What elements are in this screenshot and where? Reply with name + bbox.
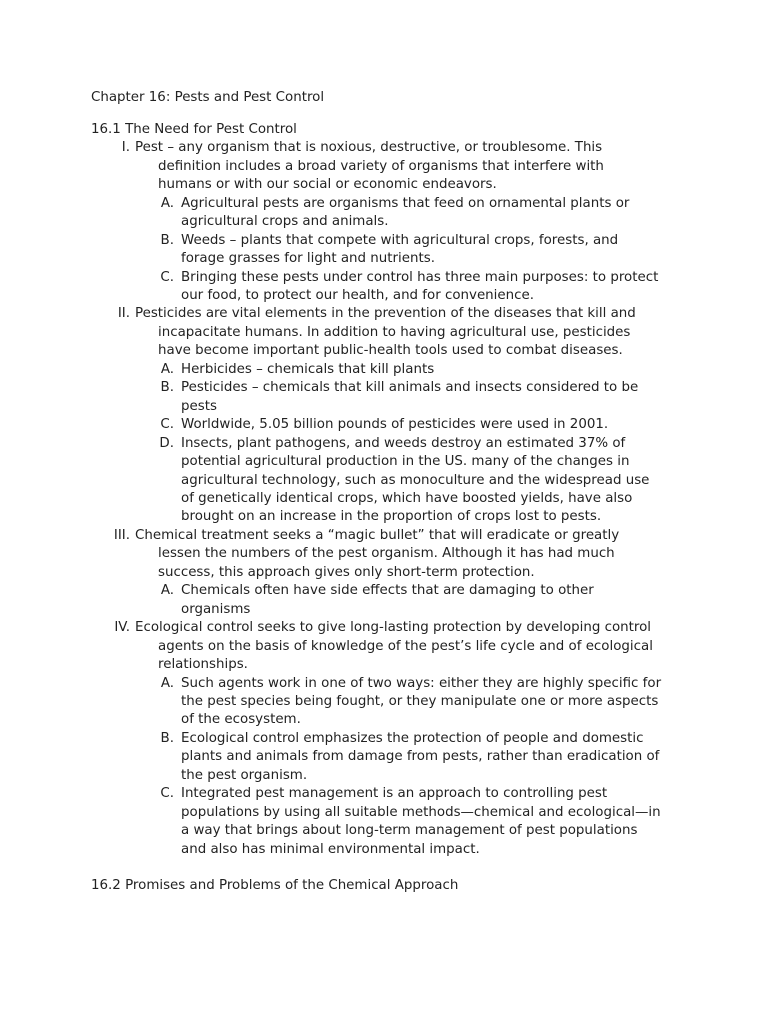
outline-subitem-text: organisms — [181, 602, 251, 617]
section-heading: 16.2 Promises and Problems of the Chemical Approach — [91, 878, 459, 893]
letter-marker: A. — [160, 196, 174, 211]
roman-numeral-marker: II. — [117, 306, 130, 321]
outline-subitem-text: Ecological control emphasizes the protection of people and domestic — [181, 731, 644, 746]
outline-subitem-text: agricultural crops and animals. — [181, 214, 389, 229]
chapter-title: Chapter 16: Pests and Pest Control — [91, 90, 325, 105]
outline-subitem-text: Worldwide, 5.05 billion pounds of pesticides were used in 2001. — [181, 417, 609, 432]
outline-subitem-text: of the ecosystem. — [181, 712, 301, 727]
outline-item-text: success, this approach gives only short-term protection. — [158, 565, 535, 580]
letter-marker: C. — [160, 786, 174, 801]
outline-subitem-text: Integrated pest management is an approach to controlling pest — [181, 786, 608, 801]
outline-item-text: Pesticides are vital elements in the prevention of the diseases that kill and — [135, 306, 636, 321]
outline-subitem-text: Chemicals often have side effects that are damaging to other — [181, 583, 594, 598]
letter-marker: A. — [160, 583, 174, 598]
outline-subitem-text: pests — [181, 399, 217, 414]
outline-subitem-text: the pest organism. — [181, 768, 308, 783]
outline-subitem-text: and also has minimal environmental impact. — [181, 842, 480, 857]
outline-subitem-text: the pest species being fought, or they manipulate one or more aspects — [181, 694, 659, 709]
outline-subitem-text: populations by using all suitable methods—chemical and ecological—in — [181, 805, 661, 820]
outline-item-text: have become important public-health tools used to combat diseases. — [158, 343, 623, 358]
letter-marker: A. — [160, 676, 174, 691]
outline-item-text: Ecological control seeks to give long-lasting protection by developing control — [135, 620, 652, 635]
outline-subitem-text: potential agricultural production in the US. many of the changes in — [181, 454, 630, 469]
outline-subitem-text: Weeds – plants that compete with agricultural crops, forests, and — [181, 233, 619, 248]
outline-subitem-text: our food, to protect our health, and for convenience. — [181, 288, 534, 303]
letter-marker: B. — [160, 380, 174, 395]
outline-item-text: humans or with our social or economic endeavors. — [158, 177, 497, 192]
outline-subitem-text: of genetically identical crops, which have boosted yields, have also — [181, 491, 633, 506]
outline-item-text: lessen the numbers of the pest organism. Although it has had much — [158, 546, 615, 561]
section-heading: 16.1 The Need for Pest Control — [91, 122, 297, 137]
outline-subitem-text: Such agents work in one of two ways: either they are highly specific for — [181, 676, 662, 691]
outline-subitem-text: Agricultural pests are organisms that feed on ornamental plants or — [181, 196, 630, 211]
outline-subitem-text: a way that brings about long-term management of pest populations — [181, 823, 638, 838]
outline-subitem-text: Bringing these pests under control has three main purposes: to protect — [181, 270, 659, 285]
outline-subitem-text: forage grasses for light and nutrients. — [181, 251, 435, 266]
roman-numeral-marker: III. — [113, 528, 130, 543]
letter-marker: C. — [160, 417, 174, 432]
letter-marker: B. — [160, 731, 174, 746]
letter-marker: B. — [160, 233, 174, 248]
outline-item-text: agents on the basis of knowledge of the pest’s life cycle and of ecological — [158, 639, 653, 654]
outline-subitem-text: agricultural technology, such as monoculture and the widespread use — [181, 473, 650, 488]
letter-marker: C. — [160, 270, 174, 285]
roman-numeral-marker: I. — [121, 140, 130, 155]
outline-item-text: Chemical treatment seeks a “magic bullet” that will eradicate or greatly — [135, 528, 620, 543]
outline-item-text: definition includes a broad variety of organisms that interfere with — [158, 159, 604, 174]
outline-item-text: relationships. — [158, 657, 248, 672]
letter-marker: A. — [160, 362, 174, 377]
outline-subitem-text: Pesticides – chemicals that kill animals and insects considered to be — [181, 380, 639, 395]
letter-marker: D. — [159, 436, 174, 451]
outline-subitem-text: brought on an increase in the proportion of crops lost to pests. — [181, 509, 602, 524]
outline-subitem-text: Insects, plant pathogens, and weeds destroy an estimated 37% of — [181, 436, 626, 451]
roman-numeral-marker: IV. — [114, 620, 130, 635]
outline-subitem-text: plants and animals from damage from pests, rather than eradication of — [181, 749, 660, 764]
outline-subitem-text: Herbicides – chemicals that kill plants — [181, 362, 435, 377]
outline-item-text: Pest – any organism that is noxious, destructive, or troublesome. This — [135, 140, 603, 155]
outline-item-text: incapacitate humans. In addition to having agricultural use, pesticides — [158, 325, 631, 340]
